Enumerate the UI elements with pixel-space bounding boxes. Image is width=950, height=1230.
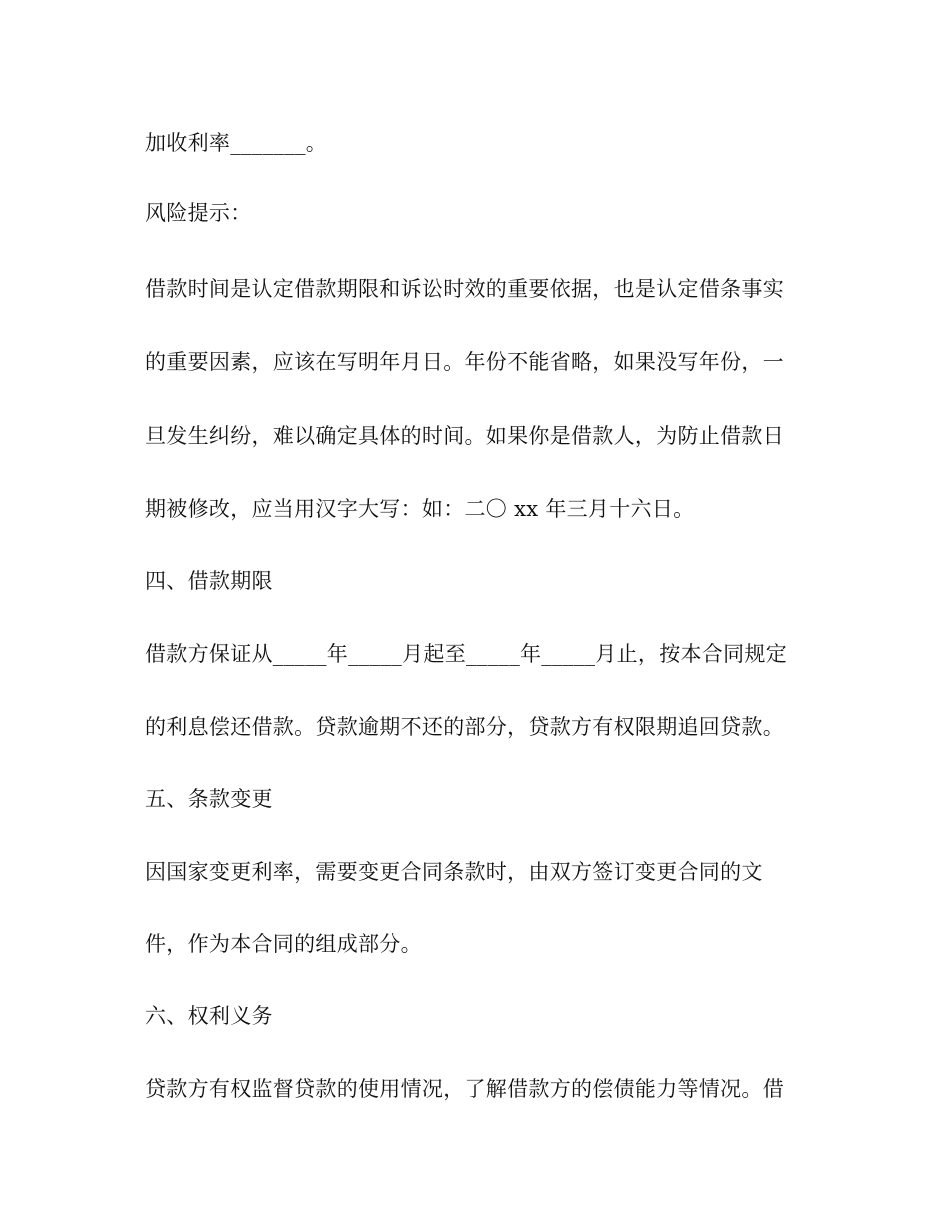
text-line-risk-2: 的重要因素，应该在写明年月日。年份不能省略，如果没写年份，一 — [145, 350, 784, 374]
text-line-risk-4: 期被修改，应当用汉字大写：如：二〇 xx 年三月十六日。 — [145, 497, 695, 521]
text-line-loan-term-2: 的利息偿还借款。贷款逾期不还的部分，贷款方有权限期追回贷款。 — [145, 715, 784, 739]
text-line-clause-change-1: 因国家变更利率，需要变更合同条款时，由双方签订变更合同的文 — [145, 860, 763, 884]
section-heading-loan-term: 四、借款期限 — [145, 569, 273, 593]
text-line-interest-surcharge: 加收利率_______。 — [145, 131, 328, 155]
text-line-clause-change-2: 件，作为本合同的组成部分。 — [145, 932, 422, 956]
section-heading-clause-change: 五、条款变更 — [145, 787, 273, 811]
text-line-risk-1: 借款时间是认定借款期限和诉讼时效的重要依据，也是认定借条事实 — [145, 277, 784, 301]
text-line-loan-term-1: 借款方保证从_____年_____月起至_____年_____月止，按本合同规定 — [145, 642, 787, 666]
section-heading-rights-obligations: 六、权利义务 — [145, 1004, 273, 1028]
text-line-rights-obligations-1: 贷款方有权监督贷款的使用情况，了解借款方的偿债能力等情况。借 — [145, 1077, 784, 1101]
text-line-risk-3: 旦发生纠纷，难以确定具体的时间。如果你是借款人，为防止借款日 — [145, 424, 784, 448]
text-line-risk-heading: 风险提示： — [145, 201, 252, 225]
